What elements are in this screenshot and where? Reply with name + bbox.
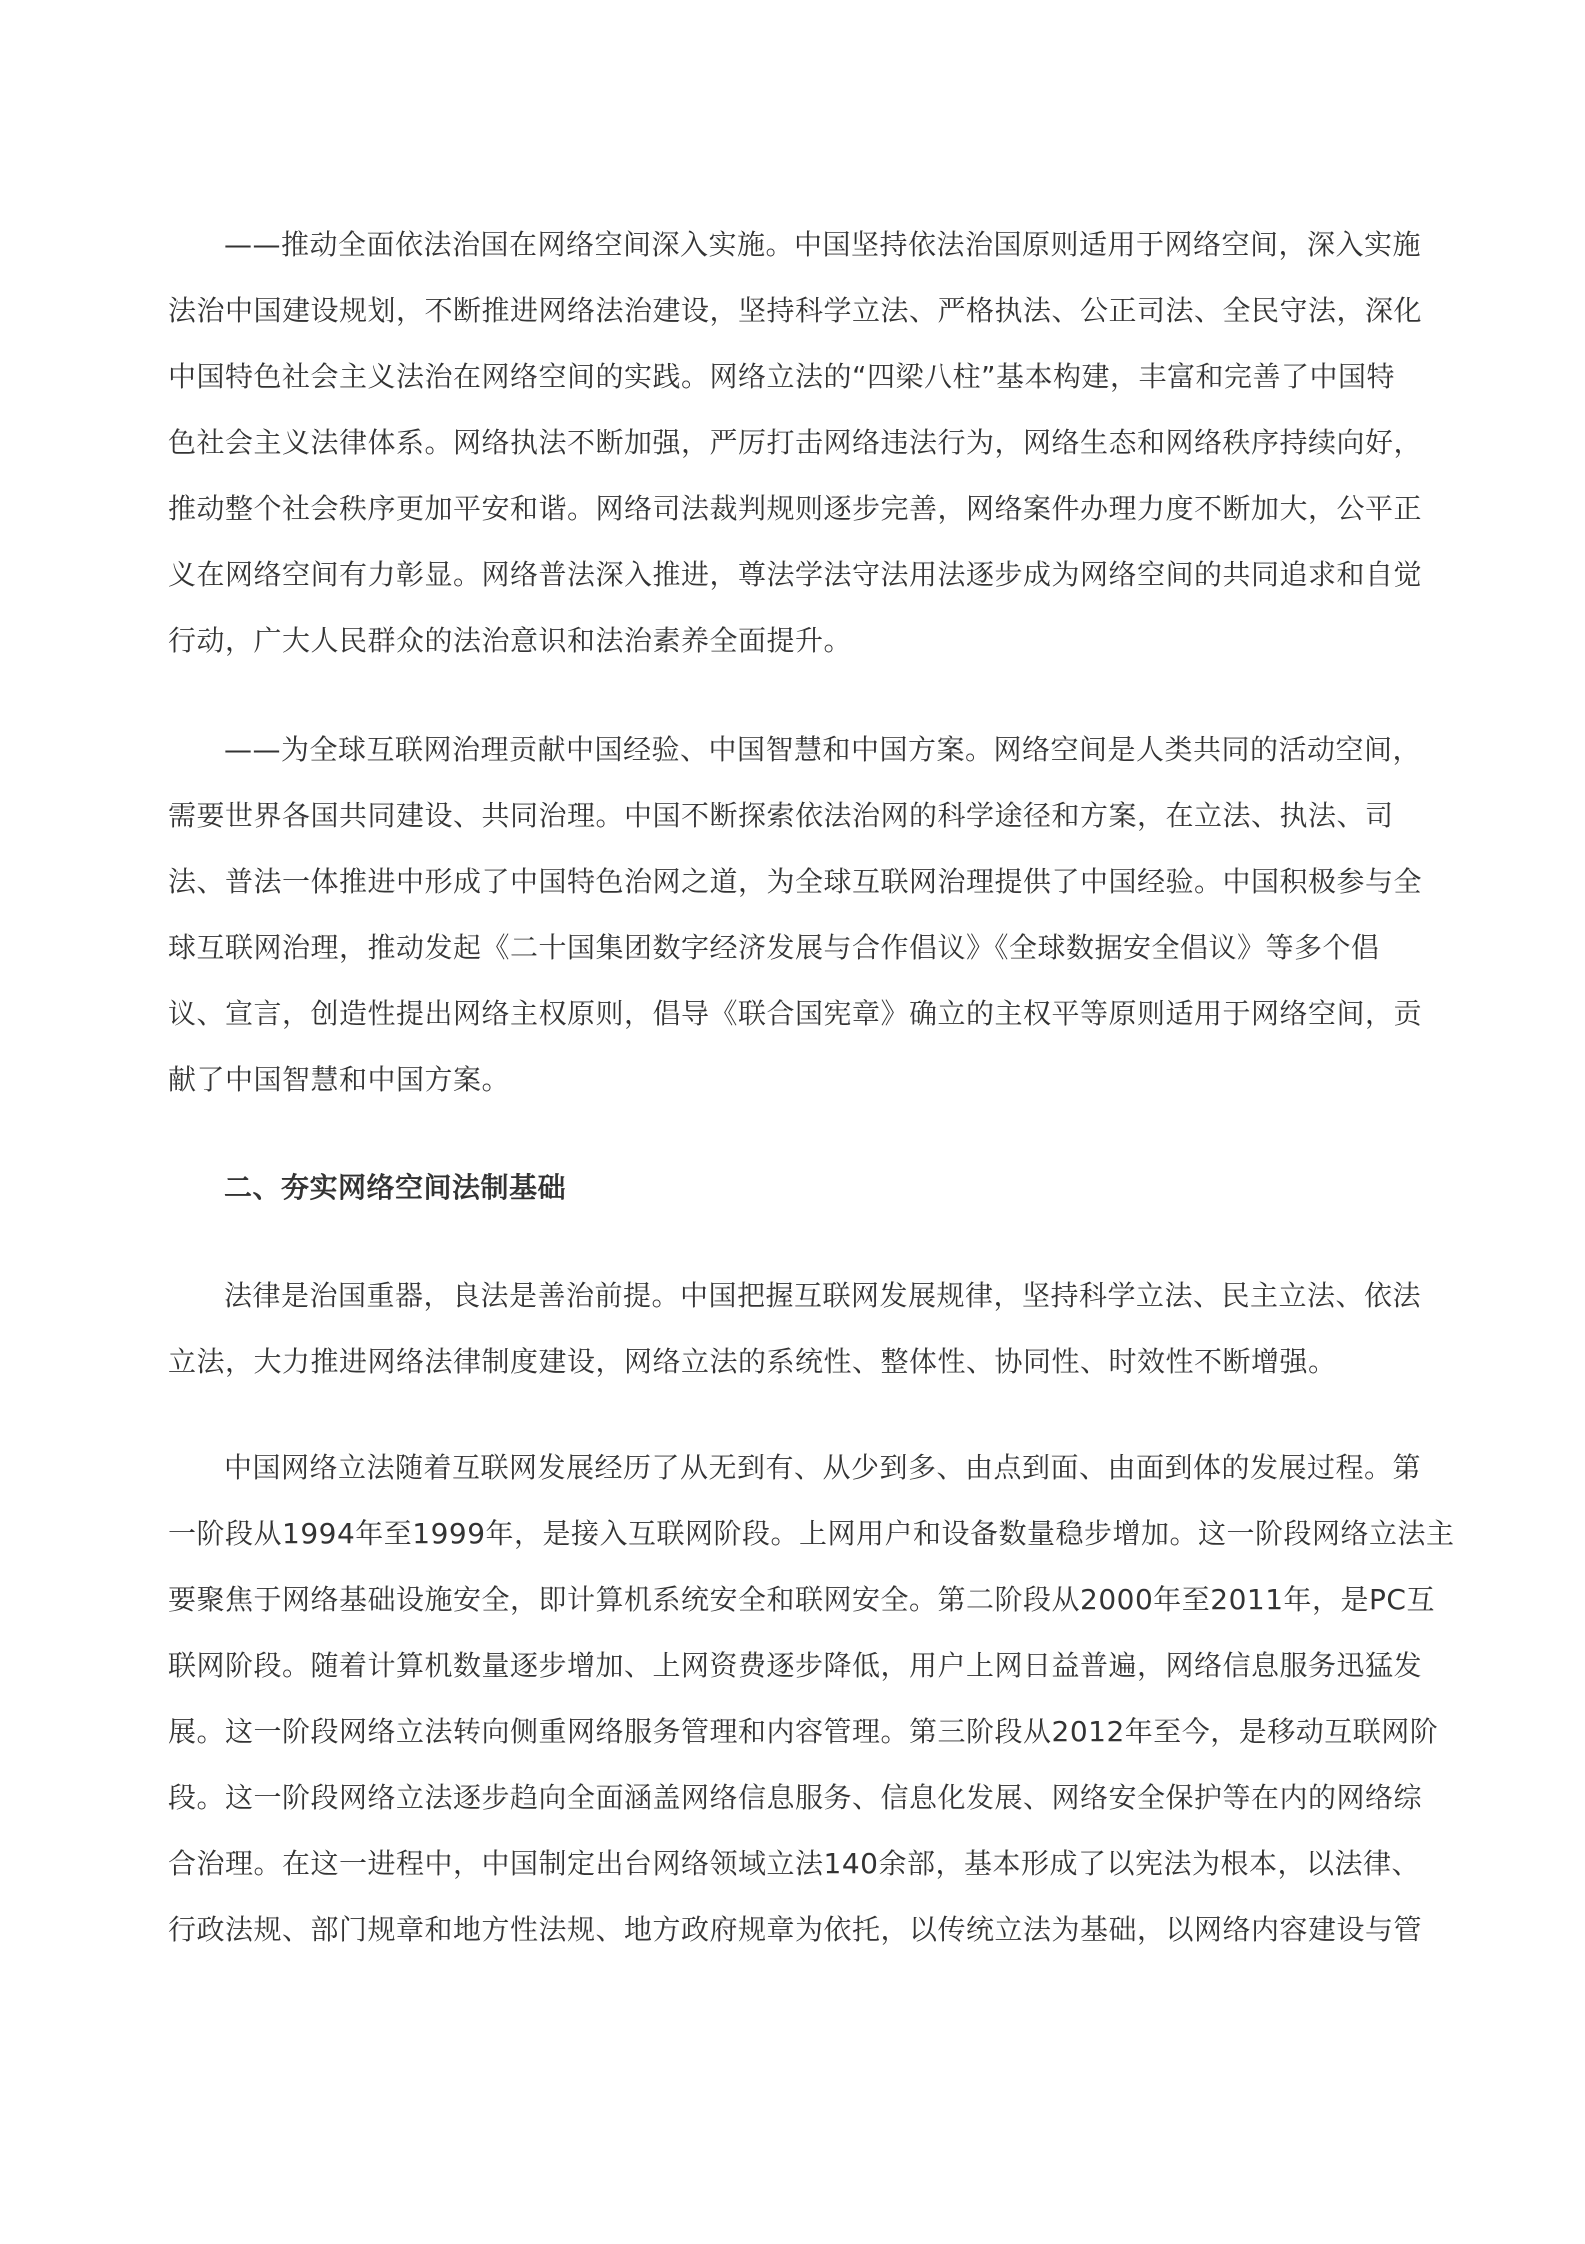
paragraph-line: 需要世界各国共同建设、共同治理。中国不断探索依法治网的科学途径和方案，在立法、执法、司 [168,799,1394,832]
paragraph-line: 中国网络立法随着互联网发展经历了从无到有、从少到多、由点到面、由面到体的发展过程。第 [224,1451,1422,1484]
paragraph-line: 球互联网治理，推动发起《二十国集团数字经济发展与合作倡议》《全球数据安全倡议》等多个倡 [168,931,1380,964]
paragraph-line: 义在网络空间有力彰显。网络普法深入推进，尊法学法守法用法逐步成为网络空间的共同追求和自觉 [168,558,1423,591]
paragraph-line: 合治理。在这一进程中，中国制定出台网络领域立法140余部，基本形成了以宪法为根本，以法律、 [168,1847,1420,1880]
paragraph-line: 议、宣言，创造性提出网络主权原则，倡导《联合国宪章》确立的主权平等原则适用于网络空间，贡 [168,997,1423,1030]
paragraph-line: 推动整个社会秩序更加平安和谐。网络司法裁判规则逐步完善，网络案件办理力度不断加大，公平正 [168,492,1423,525]
paragraph-line: 献了中国智慧和中国方案。 [168,1063,511,1096]
paragraph-line: 联网阶段。随着计算机数量逐步增加、上网资费逐步降低，用户上网日益普遍，网络信息服务迅猛发 [168,1649,1423,1682]
paragraph-line: 一阶段从1994年至1999年，是接入互联网阶段。上网用户和设备数量稳步增加。这一阶段网络立法主 [168,1517,1455,1550]
paragraph-line: 法律是治国重器，良法是善治前提。中国把握互联网发展规律，坚持科学立法、民主立法、依法 [224,1279,1422,1312]
paragraph-line: ——推动全面依法治国在网络空间深入实施。中国坚持依法治国原则适用于网络空间，深入实施 [224,228,1422,261]
paragraph-line: 法、普法一体推进中形成了中国特色治网之道，为全球互联网治理提供了中国经验。中国积极参与全 [168,865,1423,898]
paragraph-line: 展。这一阶段网络立法转向侧重网络服务管理和内容管理。第三阶段从2012年至今，是移动互联网阶 [168,1715,1439,1748]
paragraph-line: 色社会主义法律体系。网络执法不断加强，严厉打击网络违法行为，网络生态和网络秩序持续向好， [168,426,1423,459]
paragraph-line: ——为全球互联网治理贡献中国经验、中国智慧和中国方案。网络空间是人类共同的活动空间， [224,733,1422,766]
paragraph-line: 立法，大力推进网络法律制度建设，网络立法的系统性、整体性、协同性、时效性不断增强。 [168,1345,1337,1378]
section-heading: 二、夯实网络空间法制基础 [224,1171,567,1204]
paragraph-line: 行政法规、部门规章和地方性法规、地方政府规章为依托，以传统立法为基础，以网络内容建设与管 [168,1913,1423,1946]
paragraph-line: 行动，广大人民群众的法治意识和法治素养全面提升。 [168,624,853,657]
paragraph-line: 要聚焦于网络基础设施安全，即计算机系统安全和联网安全。第二阶段从2000年至2011年，是PC互 [168,1583,1435,1616]
paragraph-line: 中国特色社会主义法治在网络空间的实践。网络立法的“四梁八柱”基本构建，丰富和完善了中国特 [168,360,1396,393]
paragraph-line: 法治中国建设规划，不断推进网络法治建设，坚持科学立法、严格执法、公正司法、全民守法，深化 [168,294,1423,327]
paragraph-line: 段。这一阶段网络立法逐步趋向全面涵盖网络信息服务、信息化发展、网络安全保护等在内的网络综 [168,1781,1423,1814]
